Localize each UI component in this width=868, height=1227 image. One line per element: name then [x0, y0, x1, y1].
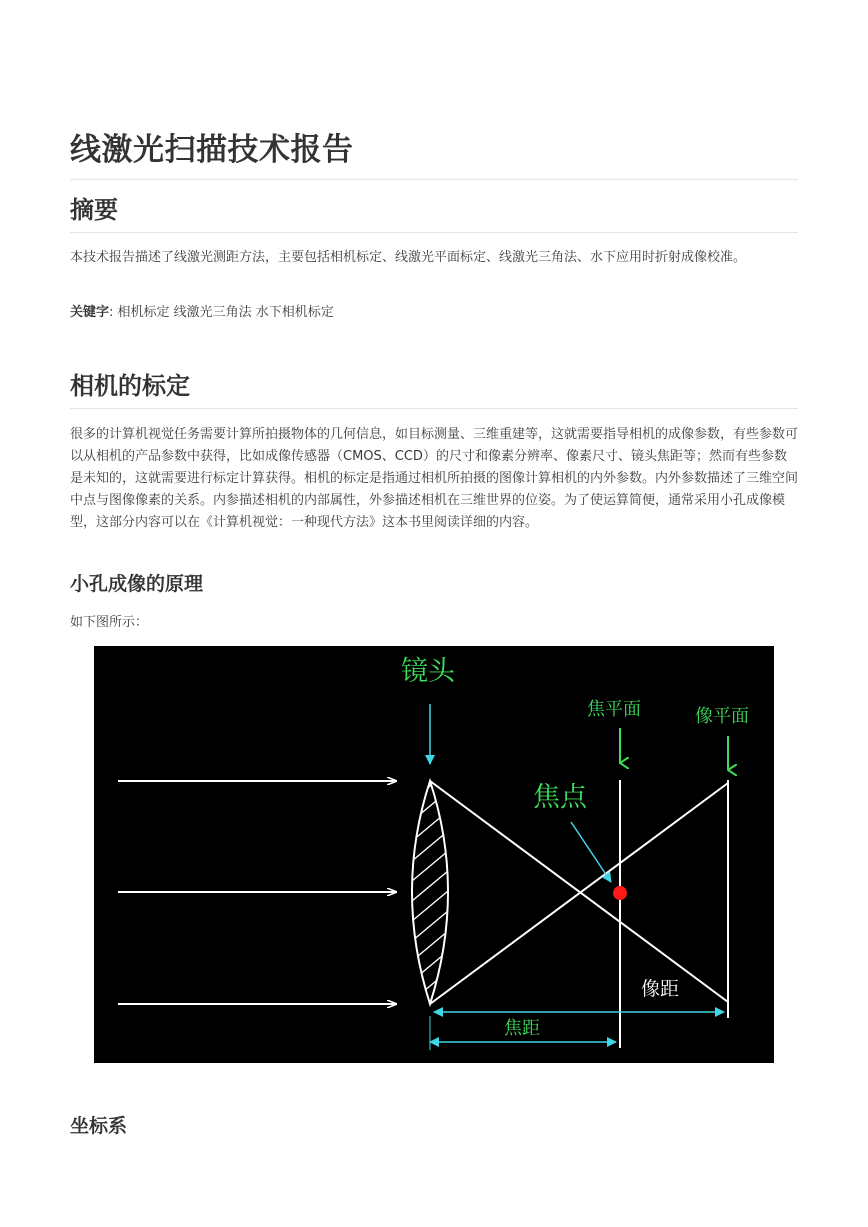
focus-point: [613, 886, 627, 900]
label-image-plane: 像平面: [695, 706, 749, 727]
focus-pointer-arrow: [571, 822, 611, 882]
camera-calibration-text: 很多的计算机视觉任务需要计算所拍摄物体的几何信息，如目标测量、三维重建等，这就需要指导相机的成像参数，有些参数可以从相机的产品参数中获得，比如成像传感器（CMOS、CCD）的尺寸和像素分辨率、像素尺寸、镜头焦距等；然而有些参数是未知的，这就需要进行标定计算获得。相机的标定是指通过相机所拍摄的图像计算相机的内外参数。内外参数描述了三维空间中点与图像像素的关系。内参描述相机的内部属性，外参描述相机在三维世界的位姿。为了使运算简便，通常采用小孔成像模型，这部分内容可以在《计算机视觉：一种现代方法》这本书里阅读详细的内容。: [70, 427, 799, 530]
pinhole-diagram-svg: [94, 646, 774, 1063]
label-image-distance: 像距: [640, 978, 680, 1000]
camera-calibration-heading: 相机的标定: [70, 372, 190, 400]
coordinate-heading: 坐标系: [70, 1115, 128, 1137]
keywords-line: [70, 302, 798, 324]
abstract-divider: [70, 232, 798, 233]
label-focus: 焦点: [533, 782, 587, 813]
refracted-ray-down: [430, 781, 728, 1002]
abstract-heading: 摘要: [70, 196, 118, 224]
pinhole-heading: 小孔成像的原理: [70, 573, 204, 595]
lens-shape: [394, 756, 466, 1036]
camera-calibration-divider: [70, 408, 798, 409]
abstract-text: 本技术报告描述了线激光测距方法，主要包括相机标定、线激光平面标定、线激光三角法、水下应用时折射成像校准。: [70, 250, 747, 265]
keywords-separator: :: [109, 305, 114, 320]
label-lens: 镜头: [401, 656, 455, 687]
keywords-label: 关键字: [70, 305, 110, 320]
document-title: 线激光扫描技术报告: [70, 132, 354, 168]
label-focal-plane: 焦平面: [587, 699, 641, 720]
refracted-ray-up: [430, 783, 728, 1004]
label-focal-length: 焦距: [504, 1018, 540, 1039]
pinhole-diagram: [94, 646, 774, 1063]
title-divider: [70, 179, 798, 180]
pinhole-intro: 如下图所示：: [70, 615, 149, 630]
keywords-value: 相机标定 线激光三角法 水下相机标定: [117, 305, 334, 320]
